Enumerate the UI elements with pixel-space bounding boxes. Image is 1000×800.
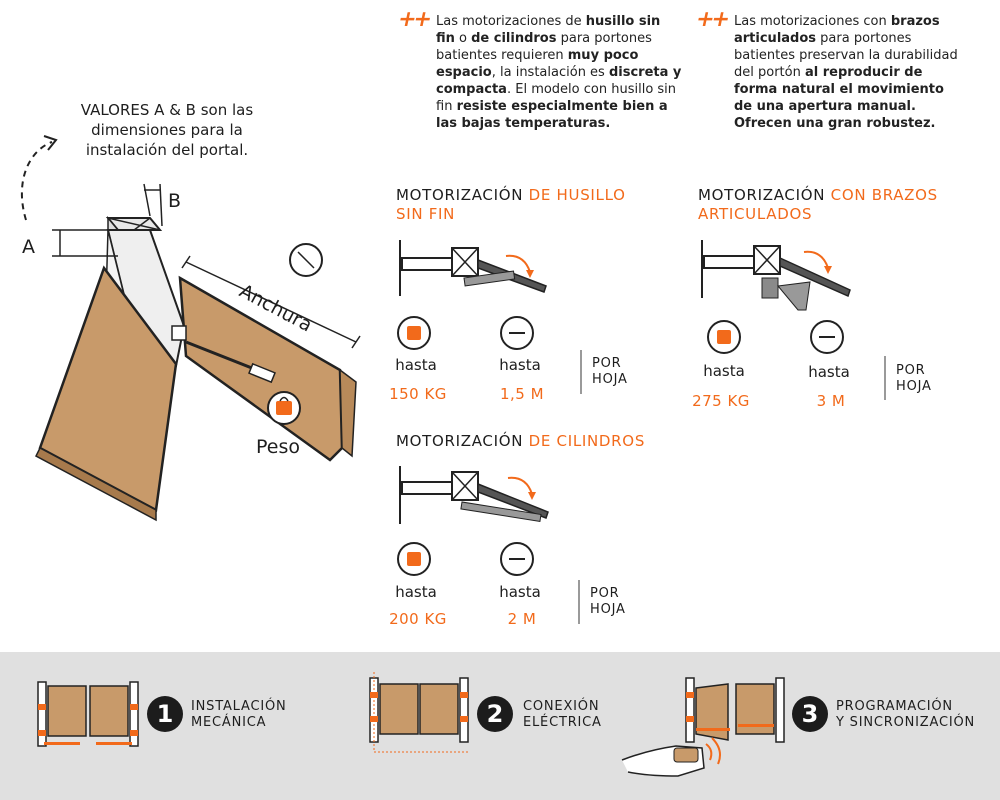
intro-text-run: resiste especialmente bien a las bajas temperaturas. <box>436 99 668 131</box>
intro-text-run: al reproducir de forma natural el movimiento de una apertura manual. Ofrecen una gran robustez. <box>734 65 944 131</box>
cilindros-title: MOTORIZACIÓN DE CILINDROS <box>396 432 646 450</box>
intro-text-run: para portones batientes preservan la durabilidad del portón <box>734 31 958 80</box>
step2-illustration <box>364 668 474 760</box>
step-3-label: PROGRAMACIÓN Y SINCRONIZACIÓN <box>836 699 976 730</box>
cilindros-weight-value: 200 KG <box>389 610 447 628</box>
step-2-number: 2 <box>477 696 513 732</box>
intro-left-text <box>436 13 682 132</box>
step1-illustration <box>34 678 144 754</box>
intro-text-run: muy poco espacio <box>436 48 639 80</box>
width-arrows-icon <box>500 316 534 350</box>
weight-icon <box>397 542 431 576</box>
plus-icon: ++ <box>395 7 432 32</box>
brazos-title: MOTORIZACIÓN CON BRAZOS ARTICULADOS <box>698 186 938 223</box>
width-arrows-icon <box>810 320 844 354</box>
step-3-number: 3 <box>792 696 828 732</box>
cilindros-per-leaf: POR HOJA <box>590 586 626 617</box>
cilindros-width-label: hasta <box>499 583 541 601</box>
intro-text-run: brazos articulados <box>734 14 940 46</box>
divider <box>578 580 580 624</box>
brazos-per-leaf: POR HOJA <box>896 363 932 394</box>
cilindros-diagram <box>396 462 556 528</box>
intro-text-run: . El modelo con husillo sin fin <box>436 82 677 114</box>
weight-label: Peso <box>256 436 300 458</box>
husillo-width-label: hasta <box>499 356 541 374</box>
cilindros-weight-label: hasta <box>395 583 437 601</box>
gate-sketch <box>0 130 380 530</box>
installation-caption: VALORES A & B son las dimensiones para la instalación del portal. <box>80 101 254 159</box>
brazos-width-value: 3 M <box>816 392 846 410</box>
brazos-diagram <box>698 236 858 316</box>
step-1-label: INSTALACIÓN MECÁNICA <box>191 699 287 730</box>
husillo-diagram <box>396 236 556 300</box>
dimension-a-label: A <box>22 236 35 258</box>
intro-text-run: o <box>454 31 472 46</box>
intro-text-run: husillo sin fin <box>436 14 661 46</box>
intro-text-run: discreta y compacta <box>436 65 682 97</box>
intro-text-run: para portones batientes requieren <box>436 31 652 63</box>
brazos-weight-value: 275 KG <box>692 392 750 410</box>
intro-text-run: de cilindros <box>471 31 557 46</box>
intro-text-run: Las motorizaciones con <box>734 14 891 29</box>
step-2-label: CONEXIÓN ELÉCTRICA <box>523 699 602 730</box>
dimension-b-label: B <box>168 190 182 212</box>
husillo-title: MOTORIZACIÓN DE HUSILLO SIN FIN <box>396 186 626 223</box>
divider <box>580 350 582 394</box>
step3-illustration <box>618 668 788 792</box>
brazos-width-label: hasta <box>808 363 850 381</box>
husillo-weight-value: 150 KG <box>389 385 447 403</box>
width-arrows-icon <box>500 542 534 576</box>
weight-icon <box>397 316 431 350</box>
husillo-weight-label: hasta <box>395 356 437 374</box>
intro-text-run: , la instalación es <box>491 65 609 80</box>
weight-icon <box>707 320 741 354</box>
divider <box>884 356 886 400</box>
plus-icon: ++ <box>693 7 730 32</box>
intro-text-run: Las motorizaciones de <box>436 14 586 29</box>
intro-right-text <box>734 13 964 132</box>
brazos-weight-label: hasta <box>703 362 745 380</box>
husillo-width-value: 1,5 M <box>499 385 545 403</box>
husillo-per-leaf: POR HOJA <box>592 356 628 387</box>
width-label: Anchura <box>235 280 316 337</box>
cilindros-width-value: 2 M <box>507 610 537 628</box>
step-1-number: 1 <box>147 696 183 732</box>
